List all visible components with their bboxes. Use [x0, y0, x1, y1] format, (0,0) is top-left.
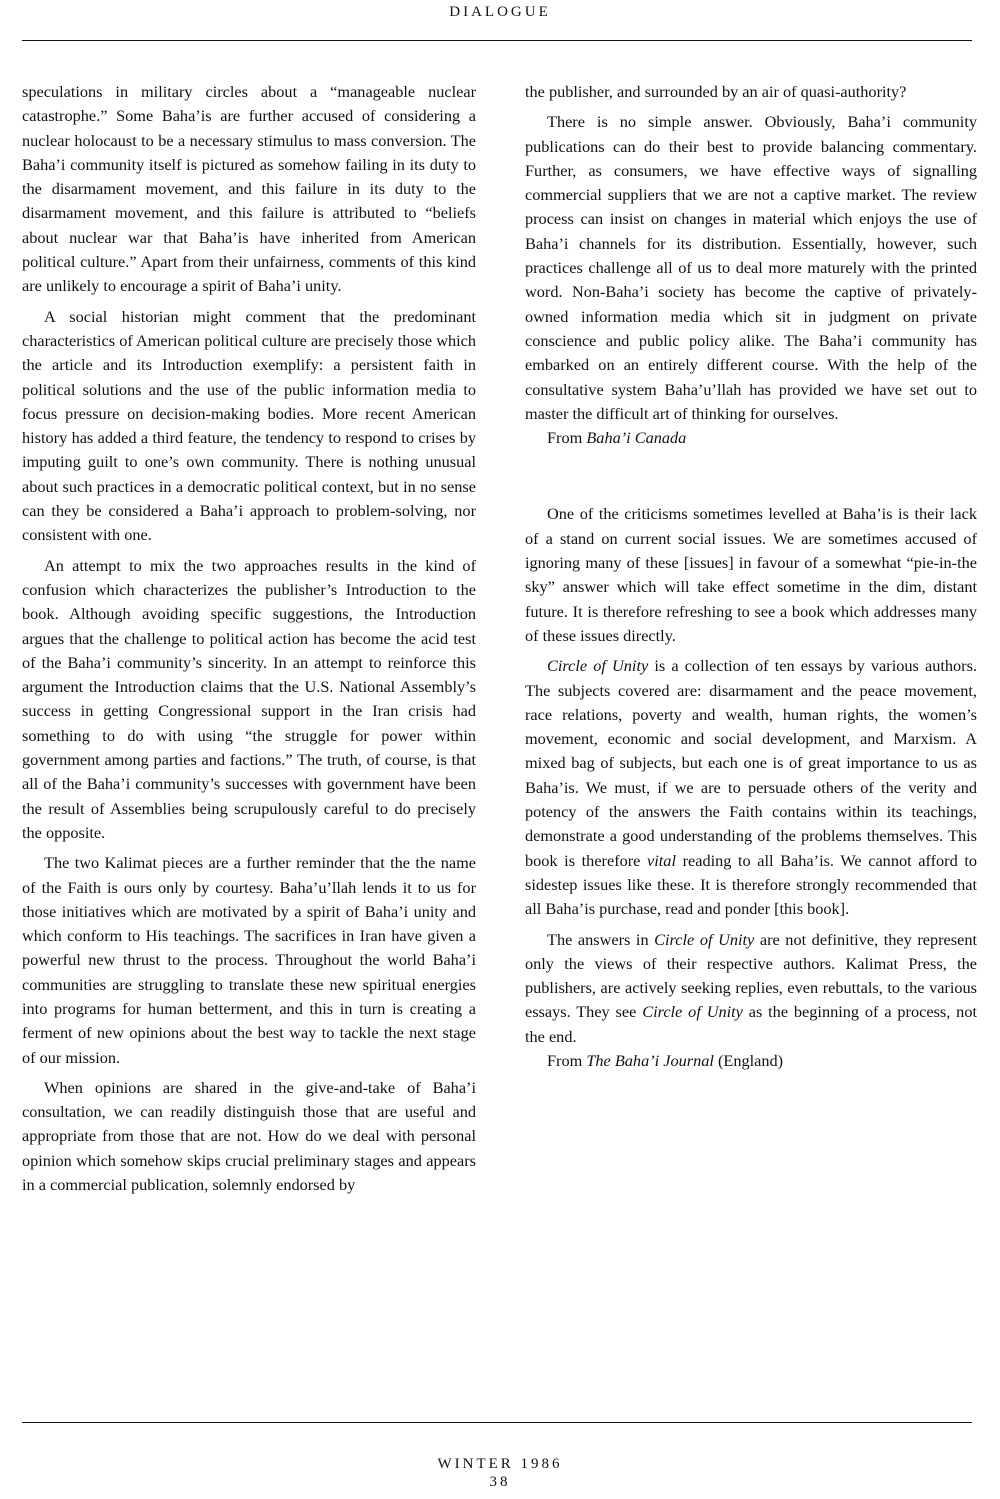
- left-column: [22, 80, 476, 1197]
- paragraph: Circle of Unity is a collection of ten essays by various authors. The subjects covered are: disarmament and the peace movement, race relations, poverty and wealth, human rights, the women’s movement, economic and social development, and Marxism. A mixed bag of subjects, but each one is of great importance to us as Baha’is. We must, if we are to persuade others of the verity and potency of the answers the Faith contains within its teachings, demonstrate a good understanding of the problems themselves. This book is therefore vital reading to all Baha’is. We cannot afford to sidestep issues like these. It is therefore strongly recommended that all Baha’is purchase, read and ponder [this book].: [525, 656, 977, 919]
- paragraph: the publisher, and surrounded by an air of quasi-authority?: [525, 82, 907, 101]
- header-rule: [22, 40, 972, 41]
- source-title: Baha’i Canada: [586, 428, 687, 448]
- section-spacer: [525, 450, 977, 496]
- source-prefix: From: [547, 1050, 587, 1070]
- source-suffix: (England): [713, 1050, 784, 1070]
- paragraph: When opinions are shared in the give-and-take of Baha’i consultation, we can readily distinguish those that are useful and appropriate from those that are not. How do we deal with personal opinion which somehow skips crucial preliminary stages and appears in a commercial publication, solemnly endorsed by: [22, 1077, 476, 1195]
- source-title: The Baha’i Journal: [586, 1050, 714, 1070]
- issue-label: WINTER 1986: [437, 1456, 563, 1472]
- source-prefix: From: [547, 428, 587, 448]
- paragraph: The two Kalimat pieces are a further reminder that the the name of the Faith is ours only by courtesy. Baha’u’llah lends it to us for those initiatives which are motivated by a spirit of Baha’i unity and which conform to His teachings. The sacrifices in Iran have given a powerful new thrust to the process. Throughout the world Baha’i communities are struggling to translate these new spiritual energies into programs for human betterment, and this in turn is creating a ferment of new opinions about the best way to tackle the next stage of our mission.: [22, 853, 476, 1067]
- paragraph: The answers in Circle of Unity are not definitive, they represent only the views of their respective authors. Kalimat Press, the publishers, are actively seeking replies, even rebuttals, to the various essays. They see Circle of Unity as the beginning of a process, not the end.: [525, 929, 977, 1046]
- paragraph: One of the criticisms sometimes levelled at Baha’is is their lack of a stand on current social issues. We are sometimes accused of ignoring many of these [issues] in favour of a somewhat “pie-in-the sky” answer which will take effect sometime in the dim, distant future. It is therefore refreshing to see a book which addresses many of these issues directly.: [525, 504, 977, 645]
- running-header: DIALOGUE: [449, 4, 551, 20]
- paragraph: A social historian might comment that the predominant characteristics of American political culture are precisely those which the article and its Introduction exemplify: a persistent faith in political solutions and the use of the public information media to focus pressure on decision-making bodies. More recent American history has added a third feature, the tendency to respond to crises by imputing guilt to one’s own community. There is nothing unusual about such practices in a democratic political context, but in no sense can they be considered a Baha’i approach to problem-solving, nor consistent with one.: [22, 306, 476, 545]
- footer-rule: [22, 1422, 972, 1423]
- paragraph: An attempt to mix the two approaches results in the kind of confusion which characterizes the publisher’s Introduction to the book. Although avoiding specific suggestions, the Introduction argues that the challenge to political action has become the acid test of the Baha’i community’s sincerity. In an attempt to reinforce this argument the Introduction claims that the U.S. National Assembly’s success in getting Congressional support in the Iran crisis had something to do with using “the struggle for power within government among parties and factions.” The truth, of course, is that all of the Baha’i community’s successes with government have been the result of Assemblies being scrupulously careful to do precisely the opposite.: [22, 555, 476, 842]
- source-credit: [525, 1049, 977, 1073]
- page-number: 38: [489, 1474, 511, 1490]
- paragraph: There is no simple answer. Obviously, Baha’i community publications can do their best to provide balancing commentary. Further, as consumers, we have effective ways of signalling commercial suppliers that we are not a captive market. The review process can insist on changes in material which enjoys the use of Baha’i channels for its distribution. Essentially, however, such practices challenge all of us to deal more maturely with the printed word. Non-Baha’i society has become the captive of privately-owned information media which sit in judgment on private conscience and public policy alike. The Baha’i community has embarked on an entirely different course. With the help of the consultative system Baha’u’llah has provided we have set out to master the difficult art of thinking for ourselves.: [525, 112, 977, 423]
- page-footer: [0, 1455, 1000, 1491]
- emphasis: vital: [647, 850, 676, 870]
- book-title: Circle of Unity: [547, 656, 649, 676]
- paragraph: speculations in military circles about a “manageable nuclear catastrophe.” Some Baha’is are further accused of considering a nuclear holocaust to be a necessary stimulus to mass conversion. The Baha’i community itself is pictured as somehow failing in its duty to the disarmament movement, and this failure in its duty to the disarmament movement, and this failure is attributed to “beliefs about nuclear war that Baha’is have inherited from American political culture.” Apart from their unfairness, comments of this kind are unlikely to encourage a spirit of Baha’i unity.: [22, 82, 476, 296]
- right-column: [525, 80, 977, 1073]
- book-title: Circle of Unity: [642, 1002, 743, 1022]
- source-credit: [525, 426, 977, 450]
- book-title: Circle of Unity: [654, 929, 755, 949]
